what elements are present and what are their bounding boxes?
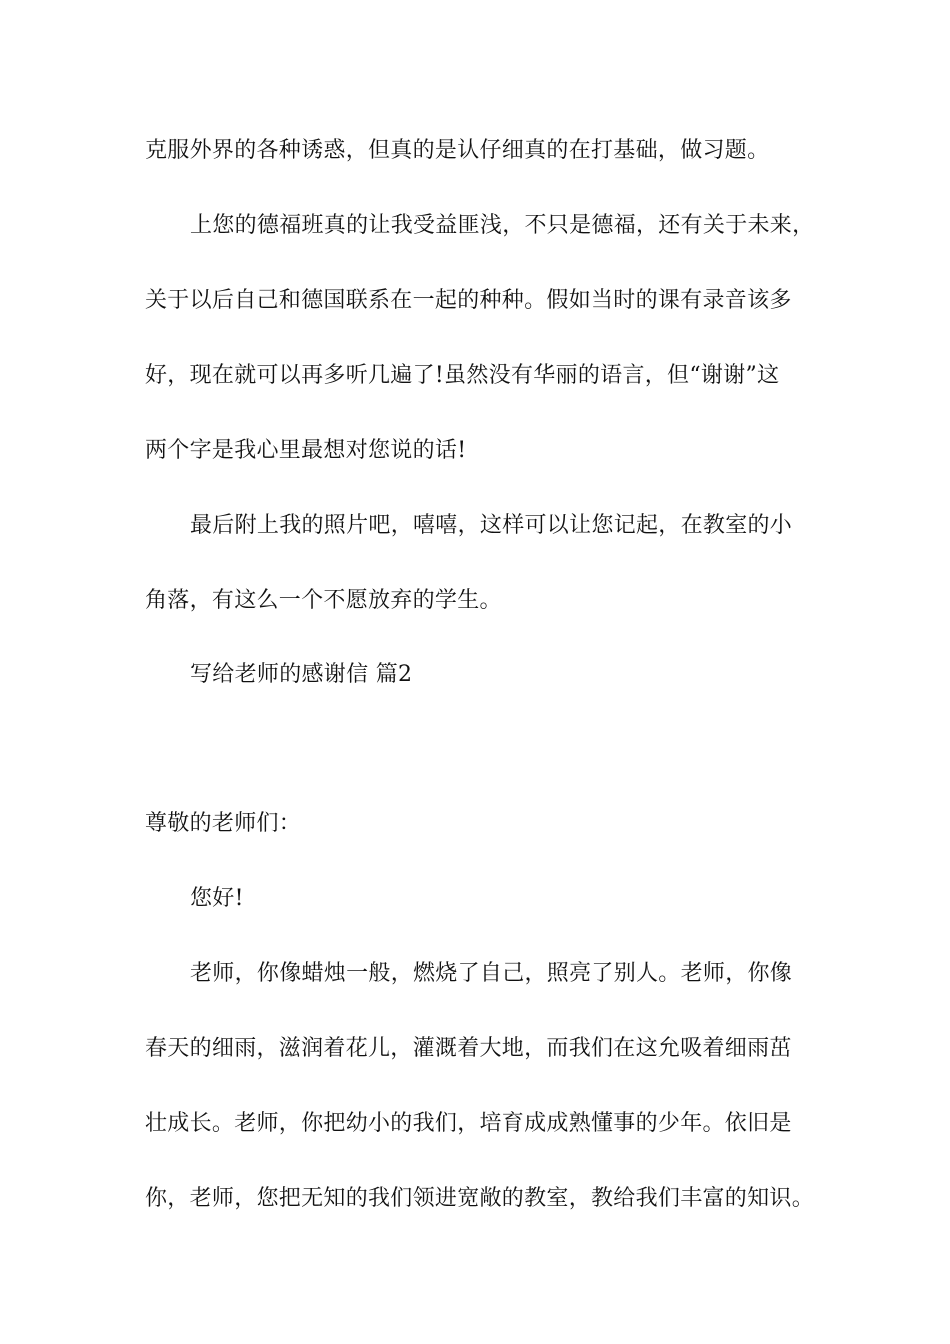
text-line-6: 最后附上我的照片吧，嘻嘻，这样可以让您记起，在教室的小	[190, 513, 793, 538]
salutation: 尊敬的老师们：	[145, 811, 302, 836]
text-line-14: 你，老师，您把无知的我们领进宽敞的教室，教给我们丰富的知识。	[145, 1186, 815, 1211]
text-line-2: 上您的德福班真的让我受益匪浅，不只是德福，还有关于未来，	[190, 213, 815, 238]
text-line-11: 老师，你像蜡烛一般，燃烧了自己，照亮了别人。老师，你像	[190, 961, 793, 986]
text-line-5: 两个字是我心里最想对您说的话!	[145, 438, 467, 463]
greeting: 您好!	[190, 886, 244, 911]
text-line-4: 好，现在就可以再多听几遍了!虽然没有华丽的语言，但“谢谢”这	[145, 363, 780, 388]
text-line-13: 壮成长。老师，你把幼小的我们，培育成成熟懂事的少年。依旧是	[145, 1111, 792, 1136]
text-line-3: 关于以后自己和德国联系在一起的种种。假如当时的课有录音该多	[145, 288, 792, 313]
section-heading: 写给老师的感谢信 篇2	[190, 662, 413, 687]
text-line-12: 春天的细雨，滋润着花儿，灌溉着大地，而我们在这允吸着细雨茁	[145, 1036, 792, 1061]
text-line-7: 角落，有这么一个不愿放弃的学生。	[145, 588, 502, 613]
text-line-1: 克服外界的各种诱惑，但真的是认仔细真的在打基础，做习题。	[145, 138, 770, 163]
